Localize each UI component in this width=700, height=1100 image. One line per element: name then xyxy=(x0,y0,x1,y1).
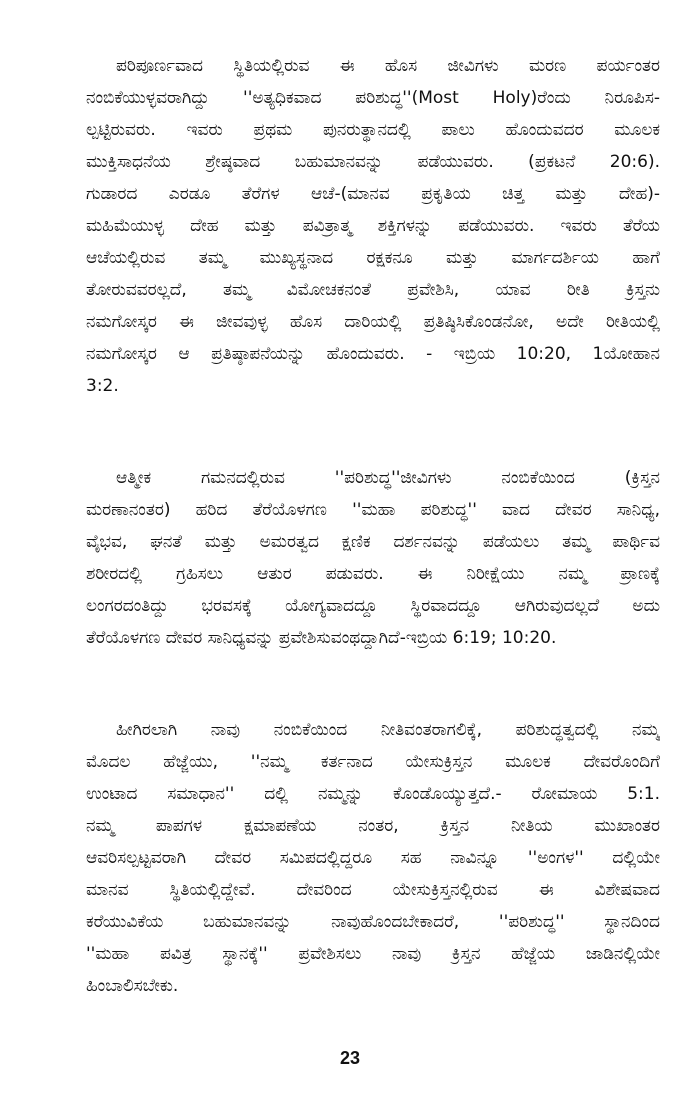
paragraph-line: ನಮ್ಮ ಪಾಪಗಳ ಕ್ಷಮಾಪಣೆಯ ನಂತರ, ಕ್ರಿಸ್ತನ ನೀತಿಯ ಮುಖಾಂತರ xyxy=(86,816,660,836)
paragraph-line: ತೋರುವವರಲ್ಲದೆ, ತಮ್ಮ ವಿಮೋಚಕನಂತೆ ಪ್ರವೇಶಿಸಿ, ಯಾವ ರೀತಿ ಕ್ರಿಸ್ತನು xyxy=(86,280,660,300)
paragraph-line: ಹೀಗಿರಲಾಗಿ ನಾವು ನಂಬಿಕೆಯಿಂದ ನೀತಿವಂತರಾಗಲಿಕ್ಕೆ, ಪರಿಶುದ್ಧತ್ವದಲ್ಲಿ ನಮ್ಮ xyxy=(116,720,660,740)
paragraph-line: ಲಂಗರದಂತಿದ್ದು ಭರವಸಕ್ಕೆ ಯೋಗ್ಯವಾದದ್ದೂ ಸ್ಥಿರವಾದದ್ದೂ ಆಗಿರುವುದಲ್ಲದೆ ಅದು xyxy=(86,596,660,616)
paragraph-line: ಮುಕ್ತಿಸಾಧನೆಯ ಶ್ರೇಷ್ಠವಾದ ಬಹುಮಾನವನ್ನು ಪಡೆಯುವರು. (ಪ್ರಕಟನೆ 20:6). xyxy=(86,152,660,172)
paragraph-line: ಮರಣಾನಂತರ) ಹರಿದ ತೆರೆಯೊಳಗಣ ''ಮಹಾ ಪರಿಶುದ್ಧ'' ವಾದ ದೇವರ ಸಾನಿಧ್ಯ, xyxy=(86,500,660,520)
paragraph-line: ಪರಿಪೂರ್ಣವಾದ ಸ್ಥಿತಿಯಲ್ಲಿರುವ ಈ ಹೊಸ ಜೀವಿಗಳು ಮರಣ ಪರ್ಯಂತರ xyxy=(116,56,660,76)
paragraph-line: ಮಾನವ ಸ್ಥಿತಿಯಲ್ಲಿದ್ದೇವೆ. ದೇವರಿಂದ ಯೇಸುಕ್ರಿಸ್ತನಲ್ಲಿರುವ ಈ ವಿಶೇಷವಾದ xyxy=(86,880,660,900)
paragraph-line: ತೆರೆಯೊಳಗಣ ದೇವರ ಸಾನಿಧ್ಯವನ್ನು ಪ್ರವೇಶಿಸುವಂಥದ್ದಾಗಿದೆ-ಇಬ್ರಿಯ 6:19; 10:20. xyxy=(86,628,557,648)
paragraph-line: ಆತ್ಮೀಕ ಗಮನದಲ್ಲಿರುವ ''ಪರಿಶುದ್ಧ''ಜೀವಿಗಳು ನಂಬಿಕೆಯಿಂದ (ಕ್ರಿಸ್ತನ xyxy=(116,468,660,488)
paragraph-line: ಮಹಿಮೆಯುಳ್ಳ ದೇಹ ಮತ್ತು ಪವಿತ್ರಾತ್ಮ ಶಕ್ತಿಗಳನ್ನು ಪಡೆಯುವರು. ಇವರು ತೆರೆಯ xyxy=(86,216,660,236)
paragraph-line: ಗುಡಾರದ ಎರಡೂ ತೆರೆಗಳ ಆಚೆ-(ಮಾನವ ಪ್ರಕೃತಿಯ ಚಿತ್ತ ಮತ್ತು ದೇಹ)- xyxy=(86,184,660,204)
paragraph-line: ಹಿಂಬಾಲಿಸಬೇಕು. xyxy=(86,976,179,996)
paragraph-line: ಆವರಿಸಲ್ಪಟ್ಟವರಾಗಿ ದೇವರ ಸಮಿಪದಲ್ಲಿದ್ದರೂ ಸಹ ನಾವಿನ್ನೂ ''ಅಂಗಳ'' ದಲ್ಲಿಯೇ xyxy=(86,848,660,868)
paragraph-2 xyxy=(86,462,660,654)
paragraph-line: 3:2. xyxy=(86,376,119,396)
paragraph-line: ಮೊದಲ ಹೆಜ್ಜೆಯು, ''ನಮ್ಮ ಕರ್ತನಾದ ಯೇಸುಕ್ರಿಸ್ತನ ಮೂಲಕ ದೇವರೊಂದಿಗೆ xyxy=(86,752,660,772)
paragraph-line: ''ಮಹಾ ಪವಿತ್ರ ಸ್ಥಾನಕ್ಕೆ'' ಪ್ರವೇಶಿಸಲು ನಾವು ಕ್ರಿಸ್ತನ ಹೆಜ್ಜೆಯ ಜಾಡಿನಲ್ಲಿಯೇ xyxy=(86,944,660,964)
paragraph-line: ಆಚೆಯಲ್ಲಿರುವ ತಮ್ಮ ಮುಖ್ಯಸ್ಥನಾದ ರಕ್ಷಕನೂ ಮತ್ತು ಮಾರ್ಗದರ್ಶಿಯ ಹಾಗೆ xyxy=(86,248,660,268)
paragraph-line: ನಂಬಿಕೆಯುಳ್ಳವರಾಗಿದ್ದು ''ಅತ್ಯಧಿಕವಾದ ಪರಿಶುದ್ಧ''(Most Holy)ರೆಂದು ನಿರೂಪಿಸ- xyxy=(86,88,660,108)
paragraph-line: ಶರೀರದಲ್ಲಿ ಗ್ರಹಿಸಲು ಆತುರ ಪಡುವರು. ಈ ನಿರೀಕ್ಷೆಯು ನಮ್ಮ ಪ್ರಾಣಕ್ಕೆ xyxy=(86,564,660,584)
paragraph-line: ನಮಗೋಸ್ಕರ ಆ ಪ್ರತಿಷ್ಠಾಪನೆಯನ್ನು ಹೊಂದುವರು. - ಇಬ್ರಿಯ 10:20, 1ಯೋಹಾನ xyxy=(86,344,660,364)
paragraph-line: ವೈಭವ, ಘನತೆ ಮತ್ತು ಅಮರತ್ವದ ಕ್ಷಣಿಕ ದರ್ಶನವನ್ನು ಪಡೆಯಲು ತಮ್ಮ ಪಾರ್ಥಿವ xyxy=(86,532,660,552)
paragraph-line: ಕರೆಯುವಿಕೆಯ ಬಹುಮಾನವನ್ನು ನಾವುಹೊಂದಬೇಕಾದರೆ, ''ಪರಿಶುದ್ಧ'' ಸ್ಥಾನದಿಂದ xyxy=(86,912,660,932)
paragraph-line: ಲ್ಪಟ್ಟಿರುವರು. ಇವರು ಪ್ರಥಮ ಪುನರುತ್ಥಾನದಲ್ಲಿ ಪಾಲು ಹೊಂದುವದರ ಮೂಲಕ xyxy=(86,120,660,140)
paragraph-line: ನಮಗೋಸ್ಕರ ಈ ಜೀವವುಳ್ಳ ಹೊಸ ದಾರಿಯಲ್ಲಿ ಪ್ರತಿಷ್ಠಿಸಿಕೊಂಡನೋ, ಅದೇ ರೀತಿಯಲ್ಲಿ xyxy=(86,312,660,332)
paragraph-3 xyxy=(86,714,660,1002)
page-number: 23 xyxy=(339,1048,361,1068)
paragraph-line: ಉಂಟಾದ ಸಮಾಧಾನ'' ದಲ್ಲಿ ನಮ್ಮನ್ನು ಕೊಂಡೊಯ್ಯುತ್ತದೆ.- ರೋಮಾಯ 5:1. xyxy=(86,784,660,804)
paragraph-1 xyxy=(86,50,660,402)
